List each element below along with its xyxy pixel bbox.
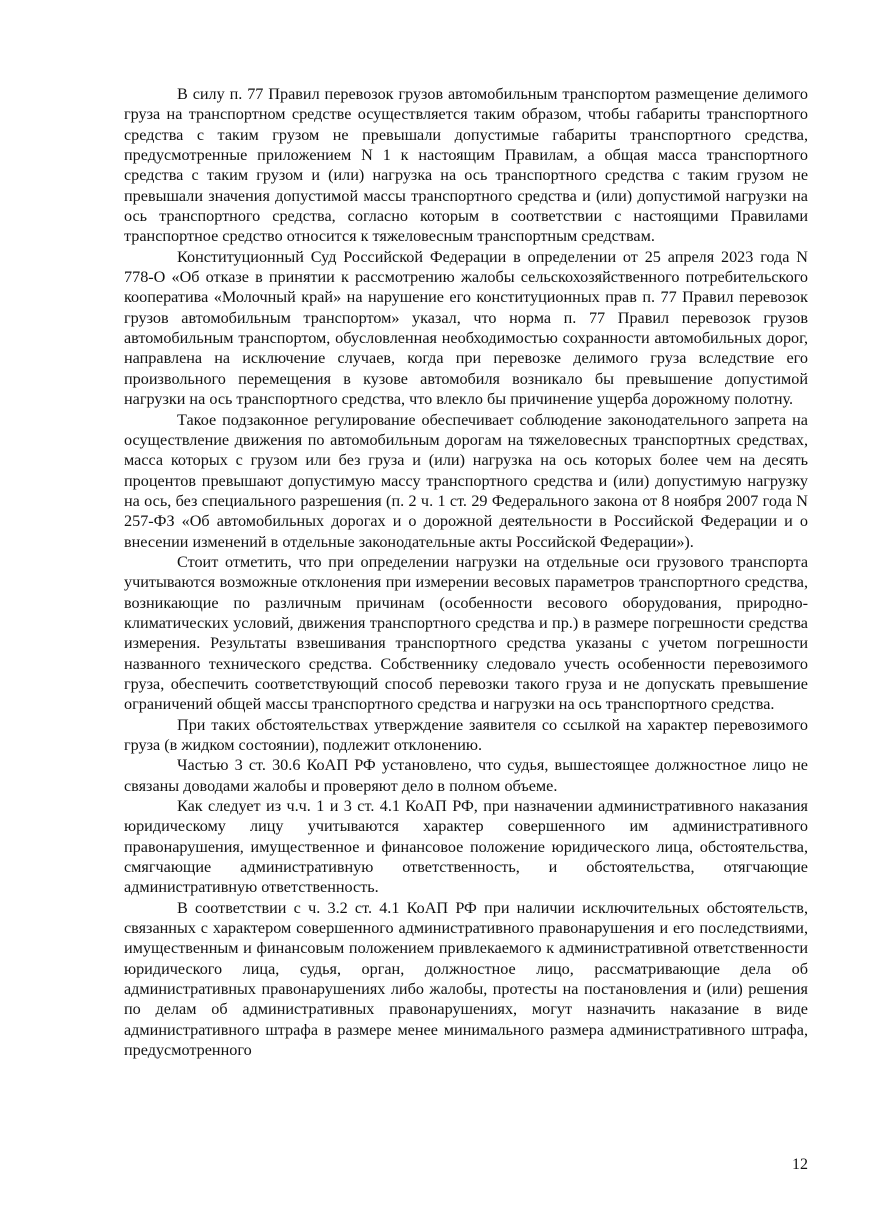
paragraph-regulation: Такое подзаконное регулирование обеспечивает соблюдение законодательного запрета на осуществление движения по автомобильным дорогам на тяжеловесных транспортных средствах, масса которых с грузом или без груза и (или) нагрузка на ось которых более чем на десять процентов превышают допустимую массу транспортного средства и (или) допустимую нагрузку на ось, без специального разрешения (п. 2 ч. 1 ст. 29 Федерального закона от 8 ноября 2007 года N 257-ФЗ «Об автомобильных дорогах и о дорожной деятельности в Российской Федерации и о внесении изменений в отдельные законодательные акты Российской Федерации»).	[124, 410, 808, 551]
paragraph-applicant-claim: При таких обстоятельствах утверждение заявителя со ссылкой на характер перевозимого груза (в жидком состоянии), подлежит отклонению.	[124, 715, 808, 754]
paragraph-constitutional-court: Конституционный Суд Российской Федерации в определении от 25 апреля 2023 года N 778-О «Об отказе в принятии к рассмотрению жалобы сельскохозяйственного потребительского кооператива «Молочный край» на нарушение его конституционных прав п. 77 Правил перевозок грузов автомобильным транспортом» указал, что норма п. 77 Правил перевозок грузов автомобильным транспортом, обусловленная необходимостью сохранности автомобильных дорог, направлена на исключение случаев, когда при перевозке делимого груза вследствие его произвольного перемещения в кузове автомобиля возникало бы превышение допустимой нагрузки на ось транспортного средства, что влекло бы причинение ущерба дорожному полотну.	[124, 247, 808, 409]
paragraph-rule-77: В силу п. 77 Правил перевозок грузов автомобильным транспортом размещение делимого груза на транспортном средстве осуществляется таким образом, чтобы габариты транспортного средства с таким грузом не превышали допустимые габариты транспортного средства, предусмотренные приложением N 1 к настоящим Правилам, а общая масса транспортного средства с таким грузом и (или) нагрузка на ось транспортного средства с таким грузом не превышали значения допустимой массы транспортного средства и (или) допустимой нагрузки на ось транспортного средства, согласно которым в соответствии с настоящими Правилами транспортное средство относится к тяжеловесным транспортным средствам.	[124, 85, 808, 246]
paragraph-article-4-1: Как следует из ч.ч. 1 и 3 ст. 4.1 КоАП РФ, при назначении административного наказания юридическому лицу учитываются характер совершенного им административного правонарушения, имущественное и финансовое положение юридического лица, обстоятельства, смягчающие административную ответственность, и обстоятельства, отягчающие административную ответственность.	[124, 797, 808, 897]
document-body	[124, 84, 808, 1061]
page-number: 12	[792, 1156, 808, 1173]
paragraph-axle-load: Стоит отметить, что при определении нагрузки на отдельные оси грузового транспорта учитываются возможные отклонения при измерении весовых параметров транспортного средства, возникающие по различным причинам (особенности весового оборудования, природно-климатических условий, движения транспортного средства и пр.) в размере погрешности средства измерения. Результаты взвешивания транспортного средства указаны с учетом погрешности названного технического средства. Собственнику следовало учесть особенности перевозимого груза, обеспечить соответствующий способ перевозки такого груза и не допускать превышение ограничений общей массы транспортного средства и нагрузки на ось транспортного средства.	[124, 552, 808, 714]
paragraph-article-30-6: Частью 3 ст. 30.6 КоАП РФ установлено, что судья, вышестоящее должностное лицо не связаны доводами жалобы и проверяют дело в полном объеме.	[124, 756, 808, 795]
paragraph-article-4-1-part-3-2: В соответствии с ч. 3.2 ст. 4.1 КоАП РФ при наличии исключительных обстоятельств, связанных с характером совершенного административного правонарушения и его последствиями, имущественным и финансовым положением привлекаемого к административной ответственности юридического лица, судья, орган, должностное лицо, рассматривающие дела об административных правонарушениях либо жалобы, протесты на постановления и (или) решения по делам об административных правонарушениях, могут назначить наказание в виде административного штрафа в размере менее минимального размера административного штрафа, предусмотренного	[124, 898, 808, 1060]
